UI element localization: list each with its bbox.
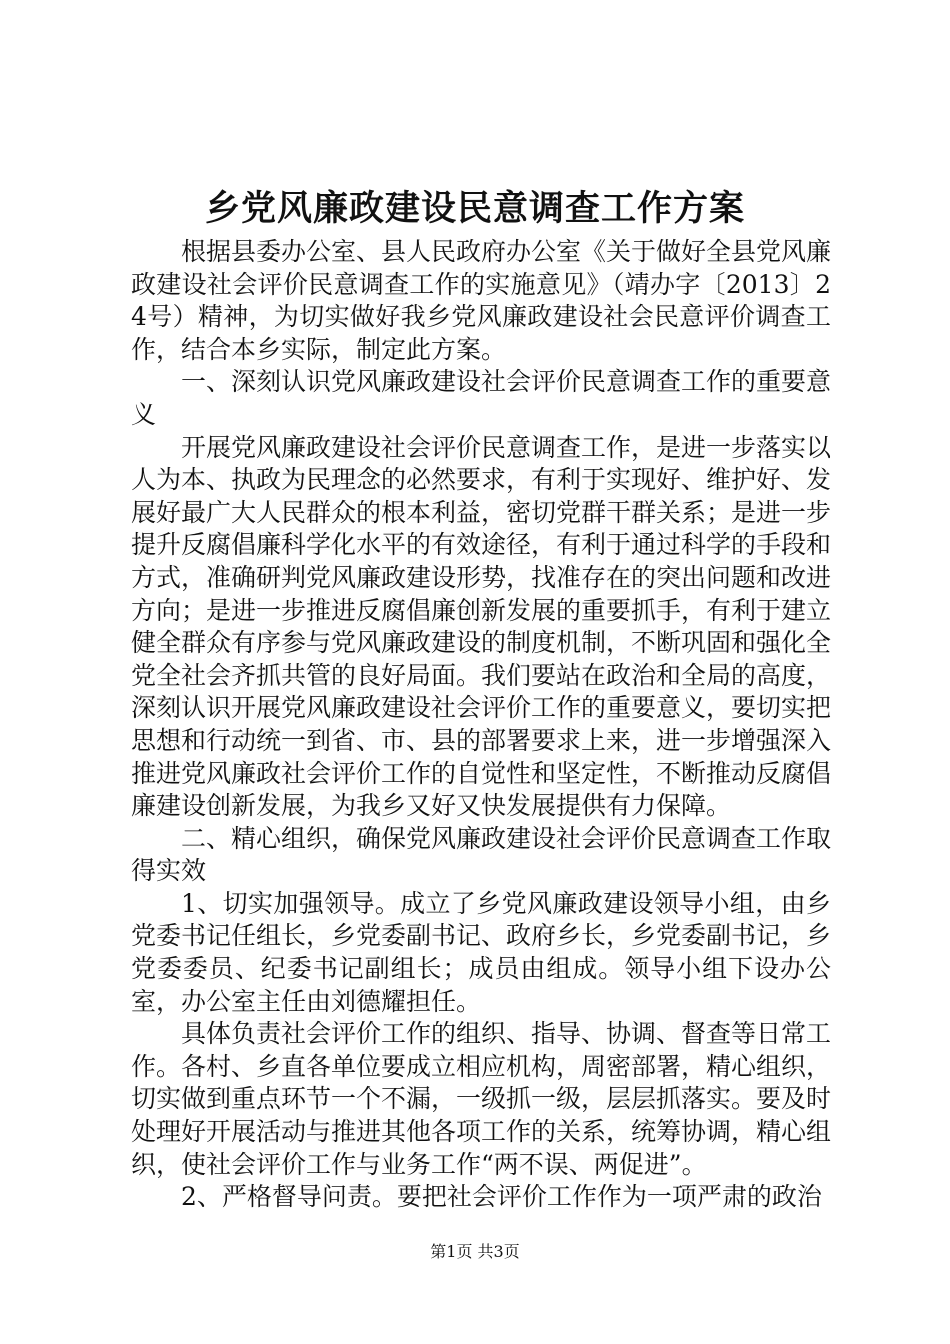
paragraph-leadership: 1、切实加强领导。成立了乡党风廉政建设领导小组，由乡党委书记任组长，乡党委副书记、政府乡长，乡党委副书记，乡党委委员、纪委书记副组长；成员由组成。领导小组下设办公室，办公室主任由刘德耀担任。 bbox=[131, 888, 832, 1016]
page-footer: 第1页 共3页 bbox=[430, 1242, 520, 1261]
paragraph-intro: 根据县委办公室、县人民政府办公室《关于做好全县党风廉政建设社会评价民意调查工作的实施意见》（靖办字〔2013〕24号）精神，为切实做好我乡党风廉政建设社会民意评价调查工作，结合本乡实际，制定此方案。 bbox=[131, 237, 832, 364]
section-heading-1: 一、深刻认识党风廉政建设社会评价民意调查工作的重要意义 bbox=[131, 367, 832, 429]
section-heading-2: 二、精心组织，确保党风廉政建设社会评价民意调查工作取得实效 bbox=[131, 823, 832, 886]
document-title: 乡党风廉政建设民意调查工作方案 bbox=[204, 188, 745, 229]
document-body bbox=[131, 236, 831, 1214]
paragraph-responsibilities: 具体负责社会评价工作的组织、指导、协调、督查等日常工作。各村、乡直各单位要成立相应机构，周密部署，精心组织，切实做到重点环节一个不漏，一级抓一级，层层抓落实。要及时处理好开展活动与推进其他各项工作的关系，统筹协调，精心组织，使社会评价工作与业务工作“两不误、两促进”。 bbox=[131, 1019, 832, 1179]
paragraph-significance: 开展党风廉政建设社会评价民意调查工作，是进一步落实以人为本、执政为民理念的必然要求，有利于实现好、维护好、发展好最广大人民群众的根本利益，密切党群干群关系；是进一步提升反腐倡廉科学化水平的有效途径，有利于通过科学的手段和方式，准确研判党风廉政建设形势，找准存在的突出问题和改进方向；是进一步推进反腐倡廉创新发展的重要抓手，有利于建立健全群众有序参与党风廉政建设的制度机制，不断巩固和强化全党全社会齐抓共管的良好局面。我们要站在政治和全局的高度，深刻认识开展党风廉政建设社会评价工作的重要意义，要切实把思想和行动统一到省、市、县的部署要求上来，进一步增强深入推进党风廉政社会评价工作的自觉性和坚定性，不断推动反腐倡廉建设创新发展，为我乡又好又快发展提供有力保障。 bbox=[131, 432, 832, 821]
paragraph-supervision: 2、严格督导问责。要把社会评价工作作为一项严肃的政治 bbox=[181, 1182, 822, 1212]
